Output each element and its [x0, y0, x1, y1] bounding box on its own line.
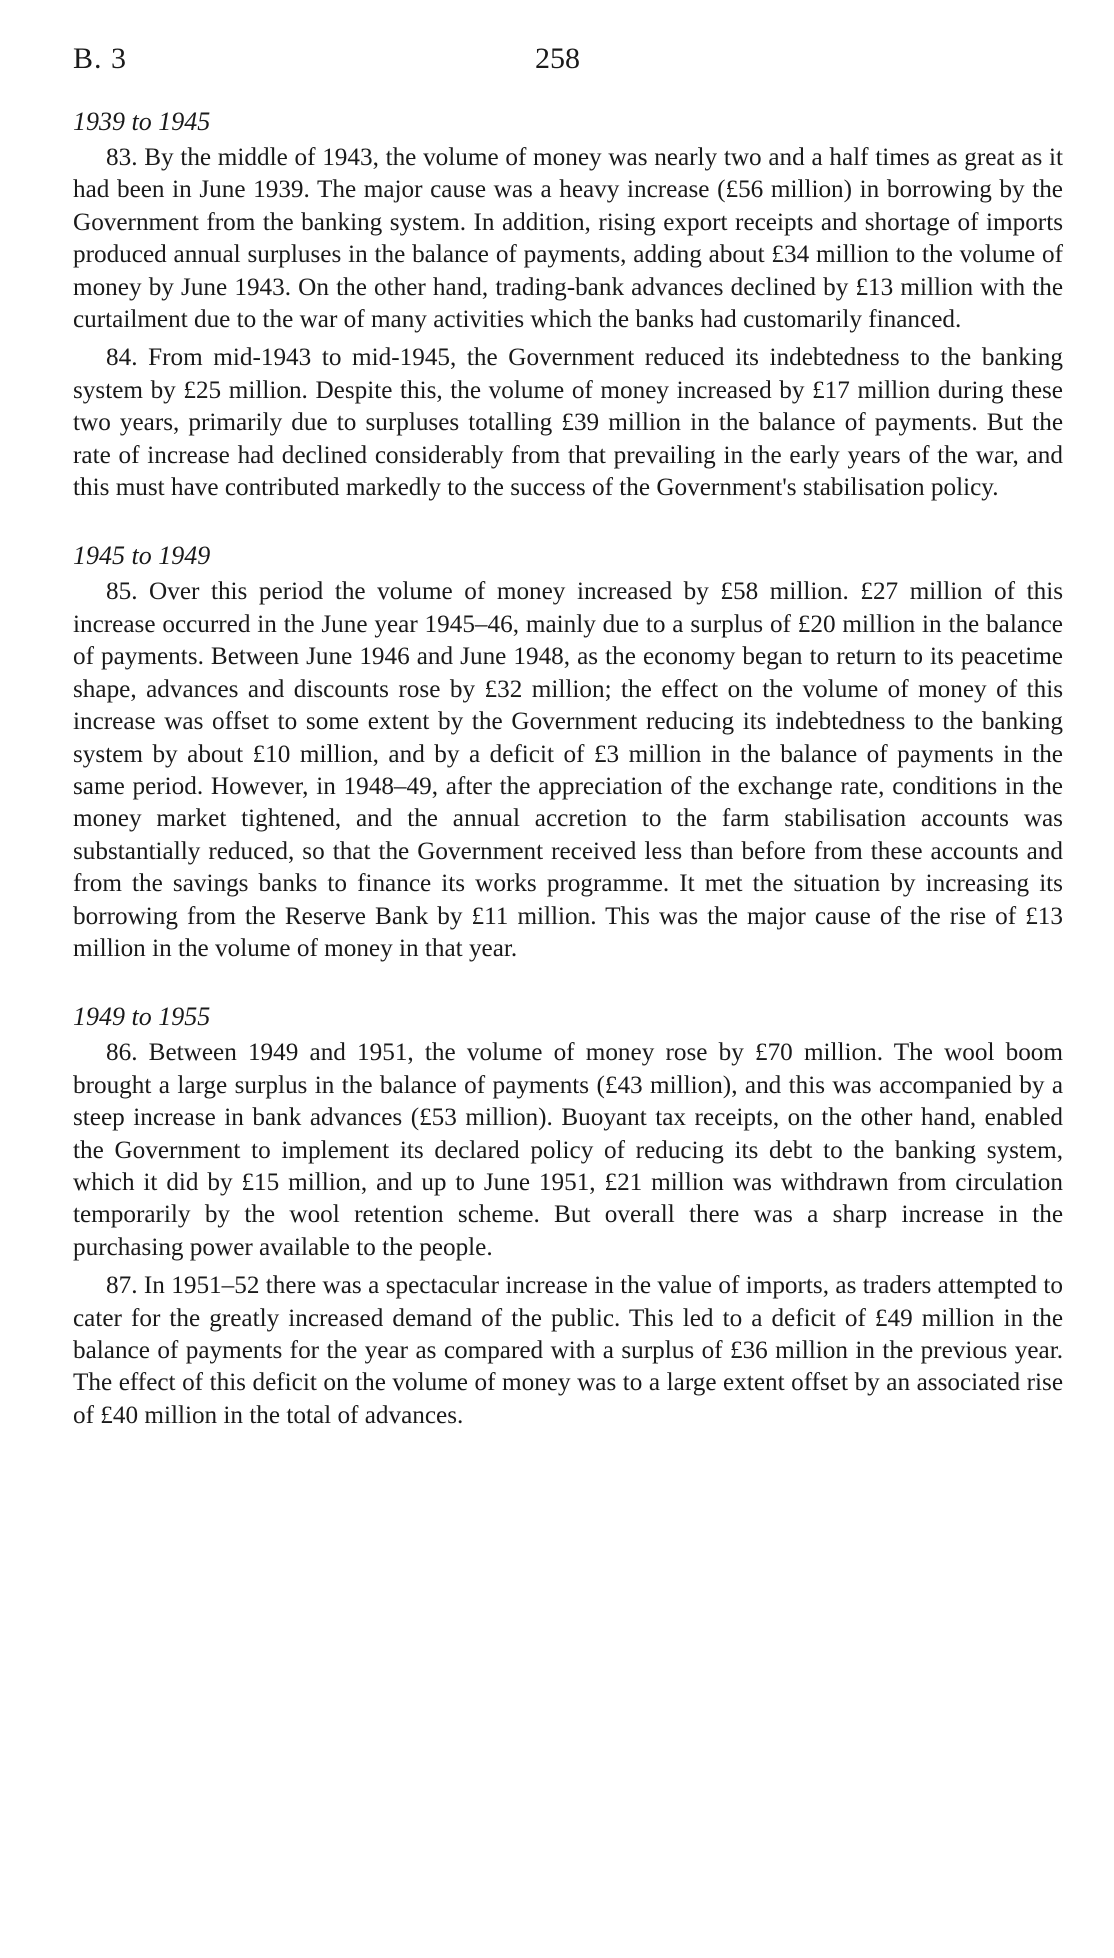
paragraph-84: 84. From mid-1943 to mid-1945, the Government reduced its indebtedness to the banking system by £25 million. Despite this, the volume of money increased by £17 million during these two years, primarily due to surpluses totalling £39 million in the balance of payments. But the rate of increase had declined considerably from that prevailing in the early years of the war, and this must have contributed markedly to the success of the Government's stabilisation policy. [73, 344, 1063, 502]
section-heading: 1939 to 1945 [73, 107, 211, 136]
page-number: 258 [535, 42, 580, 75]
paragraph-86: 86. Between 1949 and 1951, the volume of money rose by £70 million. The wool boom brought a large surplus in the balance of payments (£43 million), and this was accompanied by a steep increase in bank advances (£53 million). Buoyant tax receipts, on the other hand, enabled the Government to implement its declared policy of reducing its debt to the banking system, which it did by £15 million, and up to June 1951, £21 million was withdrawn from circulation temporarily by the wool retention scheme. But overall there was a sharp increase in the purchasing power available to the people. [73, 1039, 1063, 1261]
document-page [73, 36, 1063, 1432]
section-1945-1949 [73, 540, 1063, 965]
section-1949-1955 [73, 1001, 1063, 1432]
section-1939-1945 [73, 106, 1063, 504]
paragraph-85: 85. Over this period the volume of money increased by £58 million. £27 million of this increase occurred in the June year 1945–46, mainly due to a surplus of £20 million in the balance of payments. Between June 1946 and June 1948, as the economy began to return to its peacetime shape, advances and discounts rose by £32 million; the effect on the volume of money of this increase was offset to some extent by the Government reducing its indebtedness to the banking system by about £10 million, and by a deficit of £3 million in the balance of payments in the same period. However, in 1948–49, after the appreciation of the exchange rate, conditions in the money market tightened, and the annual accretion to the farm stabilisation accounts was substantially reduced, so that the Government received less than before from these accounts and from the savings banks to finance its works programme. It met the situation by increasing its borrowing from the Reserve Bank by £11 million. This was the major cause of the rise of £13 million in the volume of money in that year. [73, 578, 1063, 962]
page-header [73, 36, 1063, 86]
page-reference: B. 3 [73, 42, 128, 75]
section-heading: 1949 to 1955 [73, 1002, 211, 1032]
paragraph-83: 83. By the middle of 1943, the volume of money was nearly two and a half times as great as it had been in June 1939. The major cause was a heavy increase (£56 million) in borrowing by the Government from the banking system. In addition, rising export receipts and shortage of imports produced annual surpluses in the balance of payments, adding about £34 million to the volume of money by June 1943. On the other hand, trading-bank advances declined by £13 million with the curtailment due to the war of many activities which the banks had customarily financed. [73, 144, 1063, 334]
section-heading: 1945 to 1949 [73, 541, 211, 571]
paragraph-87: 87. In 1951–52 there was a spectacular increase in the value of imports, as traders attempted to cater for the greatly increased demand of the public. This led to a deficit of £49 million in the balance of payments for the year as compared with a surplus of £36 million in the previous year. The effect of this deficit on the volume of money was to a large extent offset by an associated rise of £40 million in the total of advances. [73, 1272, 1063, 1429]
